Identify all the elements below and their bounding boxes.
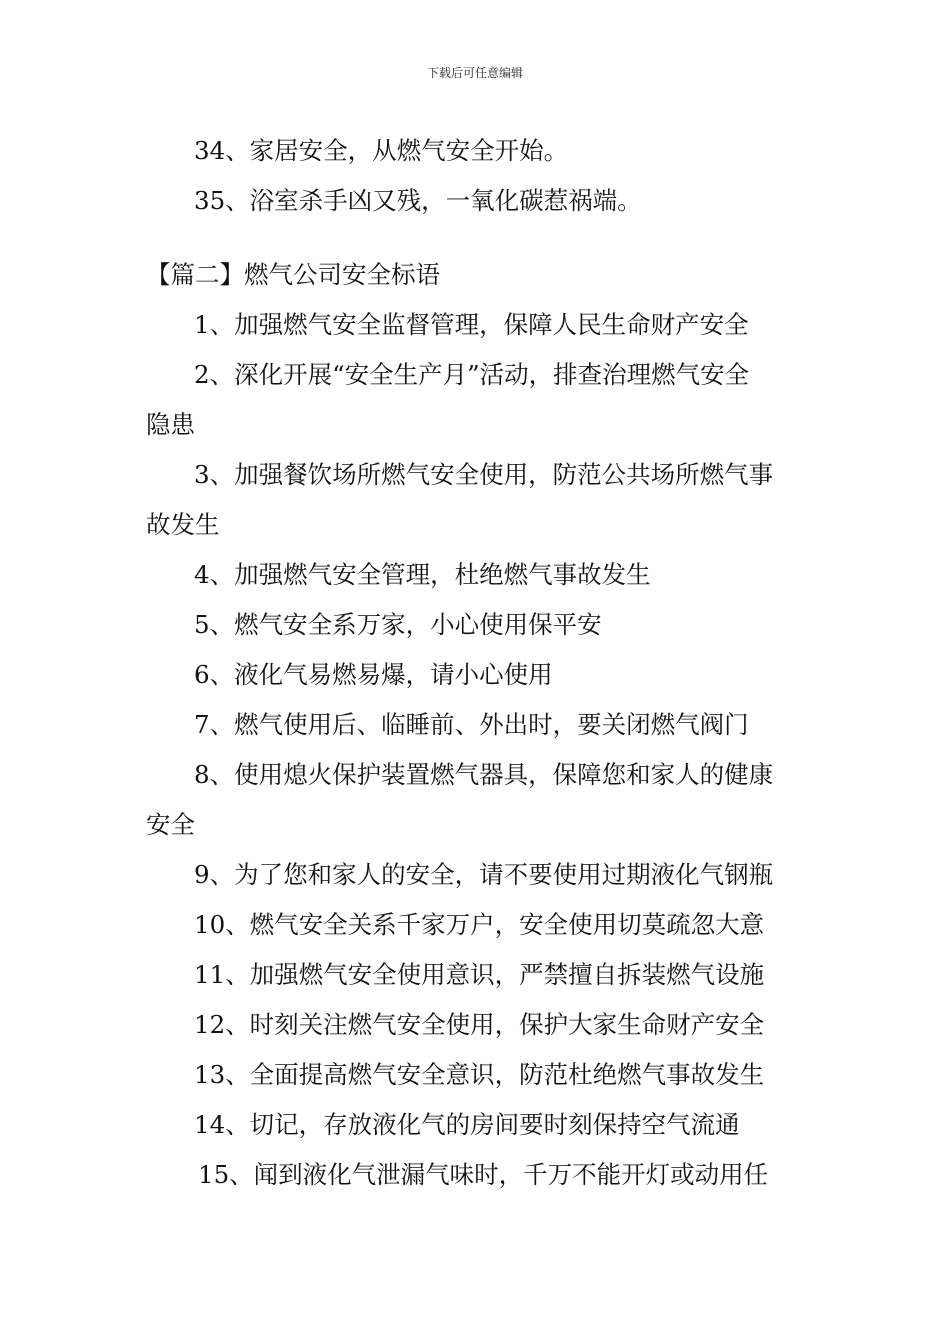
slogan-15: 15、闻到液化气泄漏气味时，千万不能开灯或动用任 bbox=[198, 1160, 769, 1189]
slogan-13: 13、全面提高燃气安全意识，防范杜绝燃气事故发生 bbox=[194, 1060, 765, 1089]
page-header: 下载后可任意编辑 bbox=[426, 66, 523, 80]
slogan-11: 11、加强燃气安全使用意识，严禁擅自拆装燃气设施 bbox=[194, 960, 765, 989]
slogan-9: 9、为了您和家人的安全，请不要使用过期液化气钢瓶 bbox=[194, 860, 774, 889]
slogan-8-continuation: 安全 bbox=[146, 810, 195, 839]
slogan-6: 6、液化气易燃易爆，请小心使用 bbox=[194, 660, 553, 689]
slogan-4: 4、加强燃气安全管理，杜绝燃气事故发生 bbox=[194, 560, 651, 589]
slogan-3: 3、加强餐饮场所燃气安全使用，防范公共场所燃气事 bbox=[194, 460, 774, 489]
section-title: 【篇二】燃气公司安全标语 bbox=[146, 260, 440, 289]
slogan-35: 35、浴室杀手凶又残，一氧化碳惹祸端。 bbox=[194, 186, 642, 215]
slogan-2-continuation: 隐患 bbox=[146, 410, 195, 439]
slogan-14: 14、切记，存放液化气的房间要时刻保持空气流通 bbox=[194, 1110, 740, 1139]
slogan-12: 12、时刻关注燃气安全使用，保护大家生命财产安全 bbox=[194, 1010, 765, 1039]
slogan-8: 8、使用熄火保护装置燃气器具，保障您和家人的健康 bbox=[194, 760, 774, 789]
slogan-3-continuation: 故发生 bbox=[146, 510, 220, 539]
slogan-1: 1、加强燃气安全监督管理，保障人民生命财产安全 bbox=[194, 310, 749, 339]
document-body bbox=[146, 126, 816, 1200]
slogan-7: 7、燃气使用后、临睡前、外出时，要关闭燃气阀门 bbox=[194, 710, 749, 739]
slogan-10: 10、燃气安全关系千家万户，安全使用切莫疏忽大意 bbox=[194, 910, 765, 939]
slogan-34: 34、家居安全，从燃气安全开始。 bbox=[194, 136, 569, 165]
slogan-5: 5、燃气安全系万家，小心使用保平安 bbox=[194, 610, 602, 639]
section-gap bbox=[146, 226, 816, 250]
slogan-2: 2、深化开展“安全生产月”活动，排查治理燃气安全 bbox=[194, 360, 750, 389]
